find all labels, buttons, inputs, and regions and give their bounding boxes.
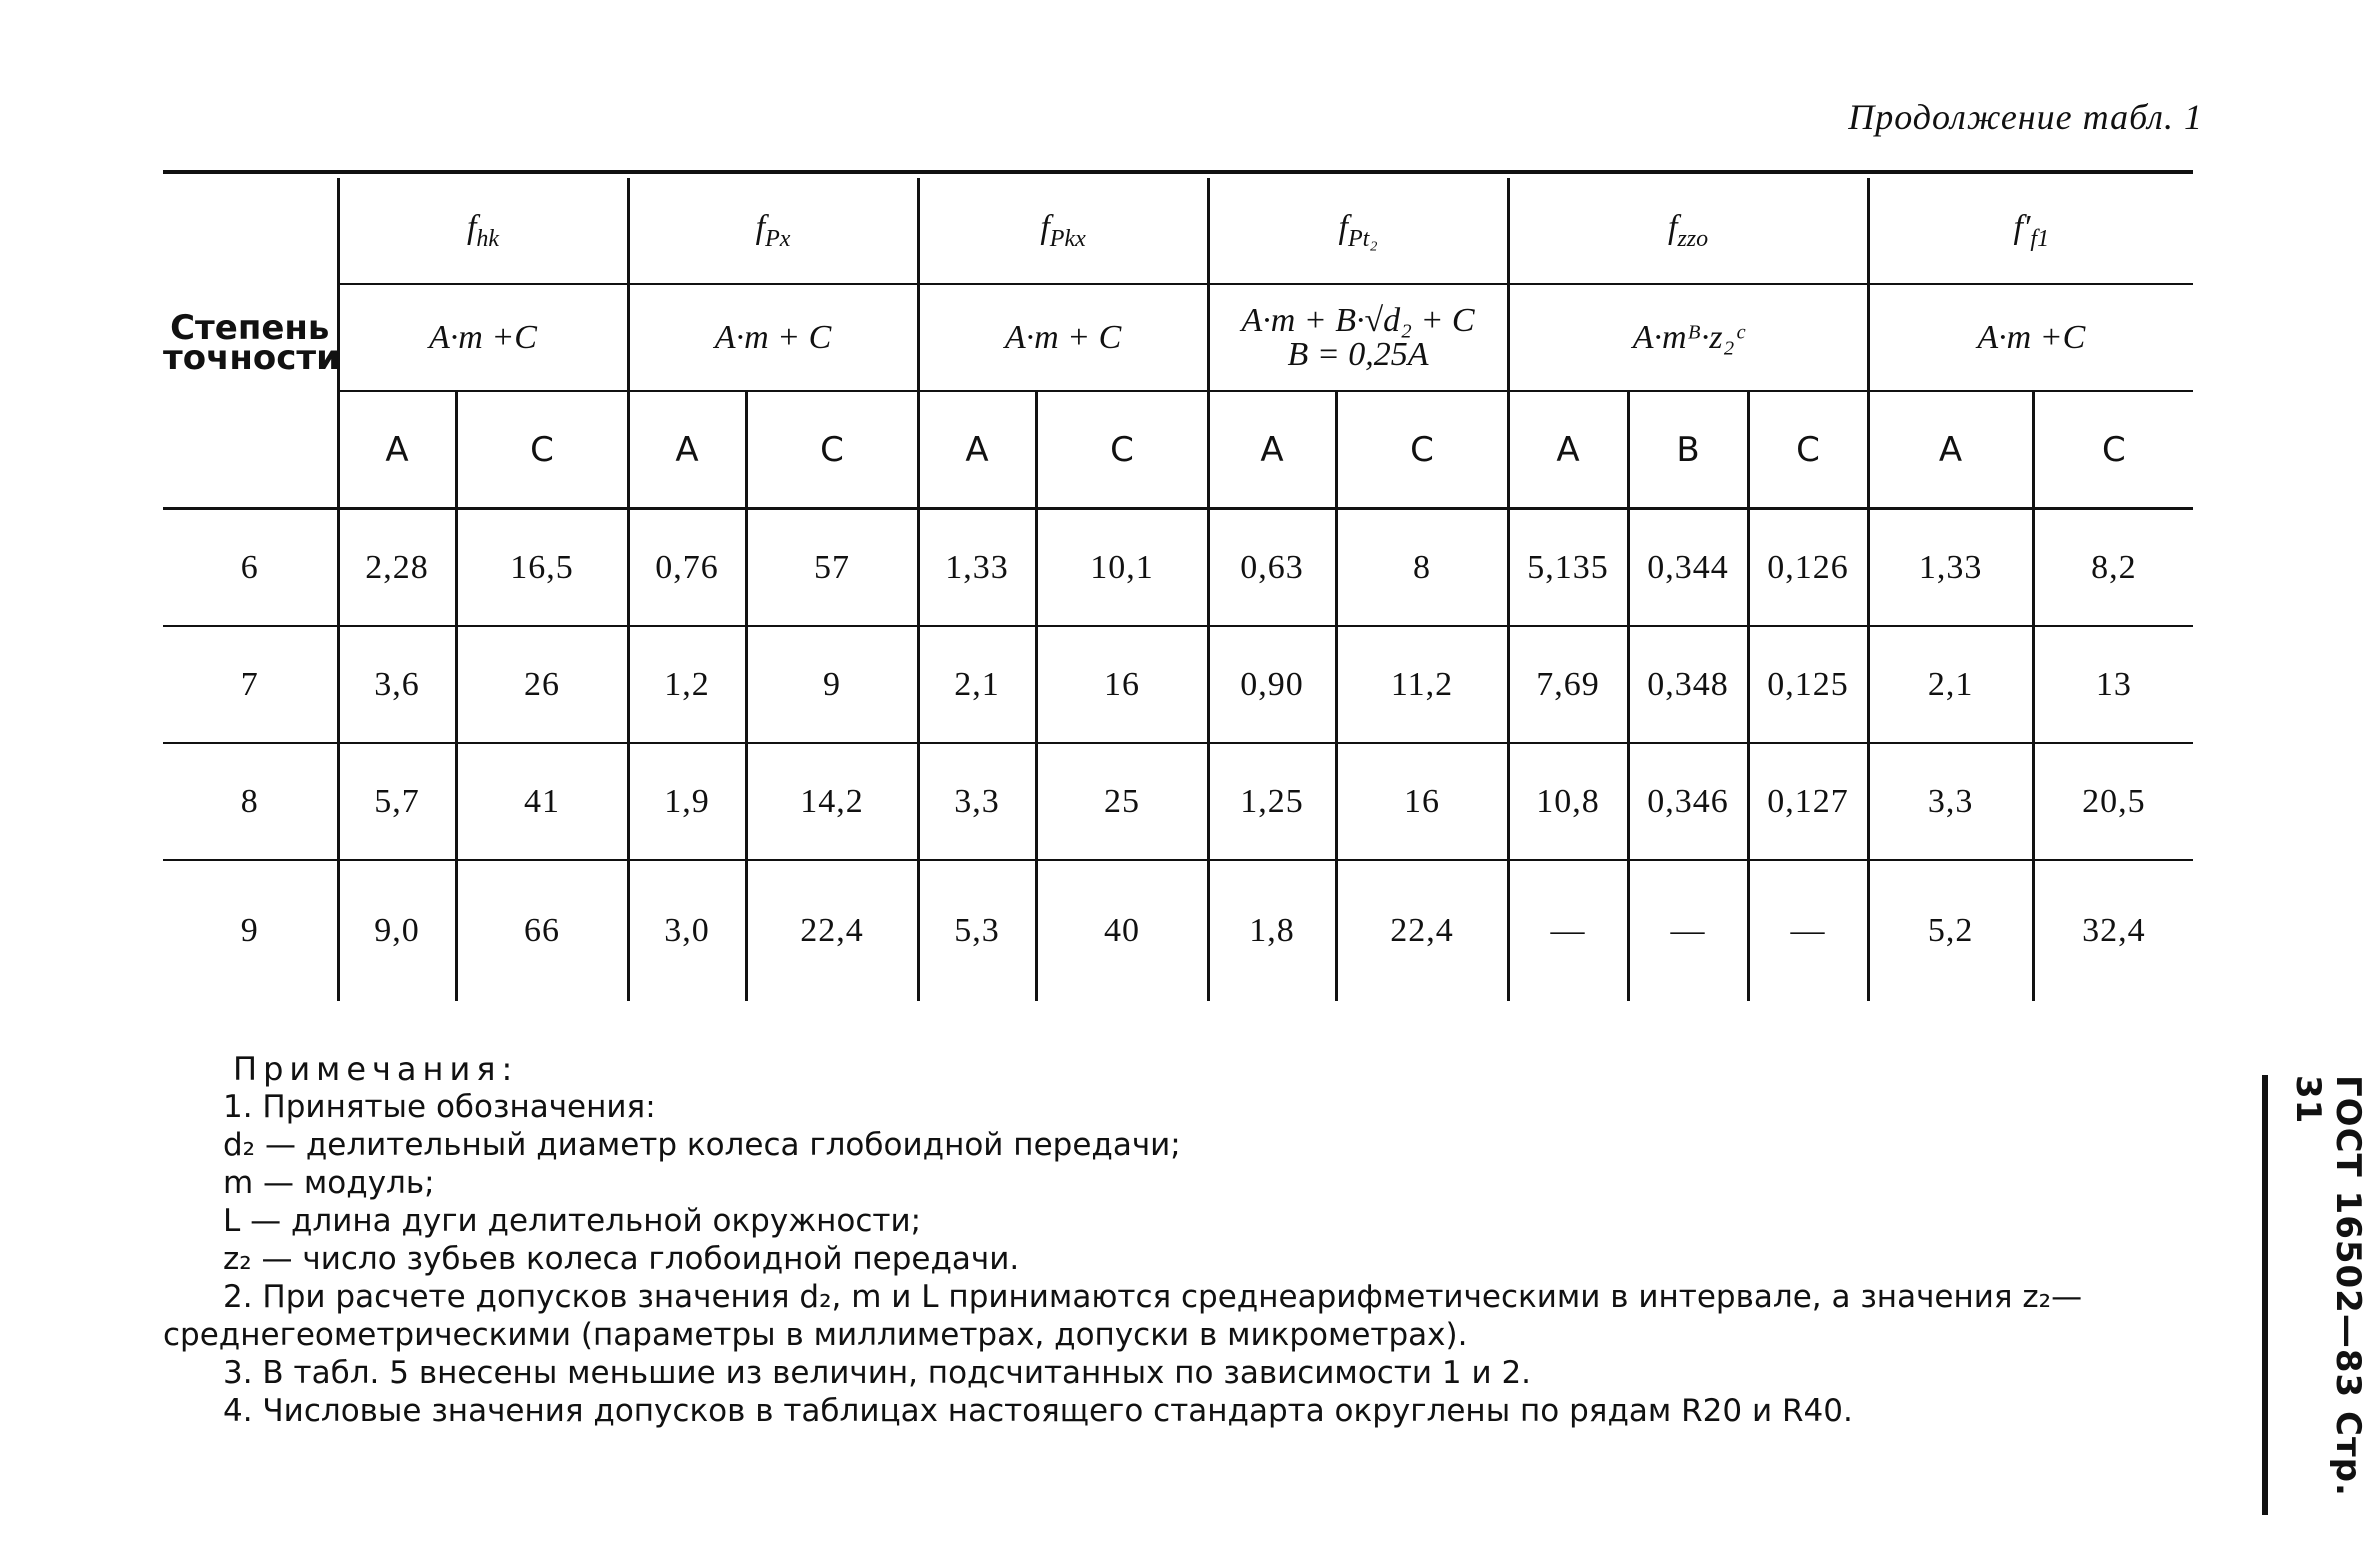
header-row-symbols — [163, 178, 2193, 284]
value-cell: 0,348 — [1628, 626, 1748, 743]
symbol-subscript: f1 — [2030, 225, 2050, 252]
value-cell: 0,125 — [1748, 626, 1868, 743]
coef-header: A — [628, 391, 746, 509]
value-cell: 40 — [1036, 860, 1208, 1001]
group-fhk-symbol — [338, 178, 628, 284]
value-cell: 8 — [1336, 509, 1508, 627]
formula-text: A·mᴮ·z₂ᶜ — [1632, 318, 1744, 356]
value-cell: 16 — [1336, 743, 1508, 860]
formula-text-secondary: B = 0,25A — [1287, 335, 1429, 373]
value-cell: 0,346 — [1628, 743, 1748, 860]
header-row-coefficients — [163, 391, 2193, 509]
coef-header: C — [746, 391, 918, 509]
value-cell: 2,1 — [1868, 626, 2033, 743]
group-fpt2-formula — [1208, 284, 1508, 391]
group-ff1-formula — [1868, 284, 2193, 391]
group-fpx-formula — [628, 284, 918, 391]
header-row-formulas — [163, 284, 2193, 391]
value-cell: 0,127 — [1748, 743, 1868, 860]
degree-cell: 9 — [240, 912, 259, 949]
value-cell: 3,0 — [628, 860, 746, 1001]
symbol-letter: f — [1338, 208, 1348, 246]
row-header-cell — [163, 178, 338, 509]
value-cell: 16 — [1036, 626, 1208, 743]
value-cell: 5,7 — [338, 743, 456, 860]
value-cell: 13 — [2033, 626, 2193, 743]
value-cell: 14,2 — [746, 743, 918, 860]
note-1-L: L — длина дуги делительной окружности; — [223, 1203, 922, 1239]
table-row — [163, 509, 2193, 627]
group-fpx-symbol — [628, 178, 918, 284]
degree-cell: 8 — [163, 743, 338, 860]
side-page-label — [2262, 1075, 2368, 1515]
value-cell: 9,0 — [338, 860, 456, 1001]
notes-title: Примечания: — [233, 1050, 519, 1088]
value-cell: — — [1748, 860, 1868, 1001]
coef-header: A — [1208, 391, 1336, 509]
value-cell: 3,3 — [918, 743, 1036, 860]
coef-header: C — [1036, 391, 1208, 509]
value-cell: 1,8 — [1208, 860, 1336, 1001]
value-cell: 8,2 — [2033, 509, 2193, 627]
value-cell: 5,2 — [1868, 860, 2033, 1001]
value-cell: 57 — [746, 509, 918, 627]
side-rule — [2262, 1075, 2268, 1515]
symbol-letter: f — [466, 208, 477, 246]
group-fzzo-formula — [1508, 284, 1868, 391]
note-2-continued: среднегеометрическими (параметры в миллиметрах, допуски в микрометрах). — [163, 1317, 1468, 1353]
symbol-letter: f — [1040, 208, 1050, 246]
value-cell: 10,8 — [1508, 743, 1628, 860]
value-cell: 1,25 — [1208, 743, 1336, 860]
symbol-letter: f′ — [2013, 208, 2031, 246]
value-cell: 22,4 — [1336, 860, 1508, 1001]
symbol-subscript: Pkx — [1049, 225, 1086, 252]
value-cell: 2,28 — [338, 509, 456, 627]
value-cell: 66 — [456, 860, 628, 1001]
value-cell: 0,126 — [1748, 509, 1868, 627]
coef-header: B — [1628, 391, 1748, 509]
value-cell: 1,9 — [628, 743, 746, 860]
degree-cell: 7 — [163, 626, 338, 743]
value-cell: 41 — [456, 743, 628, 860]
notes-block — [163, 1050, 2223, 1430]
value-cell: 32,4 — [2033, 860, 2193, 1001]
formula-text: A·m +C — [429, 318, 537, 356]
coef-header: A — [1508, 391, 1628, 509]
value-cell: 25 — [1036, 743, 1208, 860]
coef-header: C — [1336, 391, 1508, 509]
coef-header: C — [456, 391, 628, 509]
note-2: 2. При расчете допусков значения d₂, m и L принимаются среднеарифметическими в интервале, а значения z₂— — [223, 1279, 2083, 1315]
group-fpt2-symbol — [1208, 178, 1508, 284]
value-cell: 3,3 — [1868, 743, 2033, 860]
note-1-d2: d₂ — делительный диаметр колеса глобоидной передачи; — [223, 1127, 1181, 1163]
tolerance-table — [163, 178, 2193, 1001]
coef-header: A — [1868, 391, 2033, 509]
formula-text: A·m + C — [1004, 318, 1122, 356]
coef-header: C — [1748, 391, 1868, 509]
value-cell: 0,76 — [628, 509, 746, 627]
value-cell: 5,135 — [1508, 509, 1628, 627]
value-cell: 26 — [456, 626, 628, 743]
value-cell: 5,3 — [918, 860, 1036, 1001]
value-cell: 2,1 — [918, 626, 1036, 743]
table-row — [163, 860, 2193, 1001]
symbol-letter: f — [1667, 208, 1678, 246]
coef-header: C — [2033, 391, 2193, 509]
note-1-z2: z₂ — число зубьев колеса глобоидной передачи. — [223, 1241, 1020, 1277]
value-cell: — — [1508, 860, 1628, 1001]
value-cell: 7,69 — [1508, 626, 1628, 743]
group-fhk-formula — [338, 284, 628, 391]
value-cell: 0,63 — [1208, 509, 1336, 627]
formula-text: A·m + C — [714, 318, 832, 356]
value-cell: 0,344 — [1628, 509, 1748, 627]
formula-text: A·m + B·√d₂ + C — [1241, 301, 1475, 339]
value-cell: 3,6 — [338, 626, 456, 743]
value-cell: — — [1628, 860, 1748, 1001]
coef-header: A — [338, 391, 456, 509]
symbol-subscript: Pt₂ — [1347, 225, 1378, 252]
value-cell: 11,2 — [1336, 626, 1508, 743]
symbol-subscript: zzo — [1677, 225, 1709, 252]
value-cell: 22,4 — [746, 860, 918, 1001]
note-1: 1. Принятые обозначения: — [223, 1089, 656, 1125]
table-row — [163, 743, 2193, 860]
note-4: 4. Числовые значения допусков в таблицах настоящего стандарта округлены по рядам R20 и R40. — [223, 1393, 1853, 1429]
row-header-label: Степень точности — [163, 307, 340, 378]
table-row — [163, 626, 2193, 743]
symbol-subscript: hk — [476, 225, 500, 252]
symbol-letter: f — [755, 208, 766, 246]
table-top-rule — [163, 170, 2193, 174]
value-cell: 10,1 — [1036, 509, 1208, 627]
value-cell: 16,5 — [456, 509, 628, 627]
table-body — [163, 509, 2193, 1002]
side-label-text: ГОСТ 16502—83 Стр. 31 — [2288, 1075, 2368, 1497]
value-cell: 20,5 — [2033, 743, 2193, 860]
value-cell: 1,33 — [1868, 509, 2033, 627]
group-fzzo-symbol — [1508, 178, 1868, 284]
note-1-m: m — модуль; — [223, 1165, 435, 1201]
value-cell: 0,90 — [1208, 626, 1336, 743]
note-3: 3. В табл. 5 внесены меньшие из величин, подсчитанных по зависимости 1 и 2. — [223, 1355, 1532, 1391]
value-cell: 1,33 — [918, 509, 1036, 627]
value-cell: 9 — [746, 626, 918, 743]
formula-text: A·m +C — [1977, 318, 2086, 356]
degree-cell: 6 — [163, 509, 338, 627]
symbol-subscript: Px — [765, 225, 791, 252]
group-fpkx-formula — [918, 284, 1208, 391]
group-ff1-symbol — [1868, 178, 2193, 284]
group-fpkx-symbol — [918, 178, 1208, 284]
value-cell: 1,2 — [628, 626, 746, 743]
table-caption: Продолжение табл. 1 — [1848, 97, 2203, 137]
coef-header: A — [918, 391, 1036, 509]
